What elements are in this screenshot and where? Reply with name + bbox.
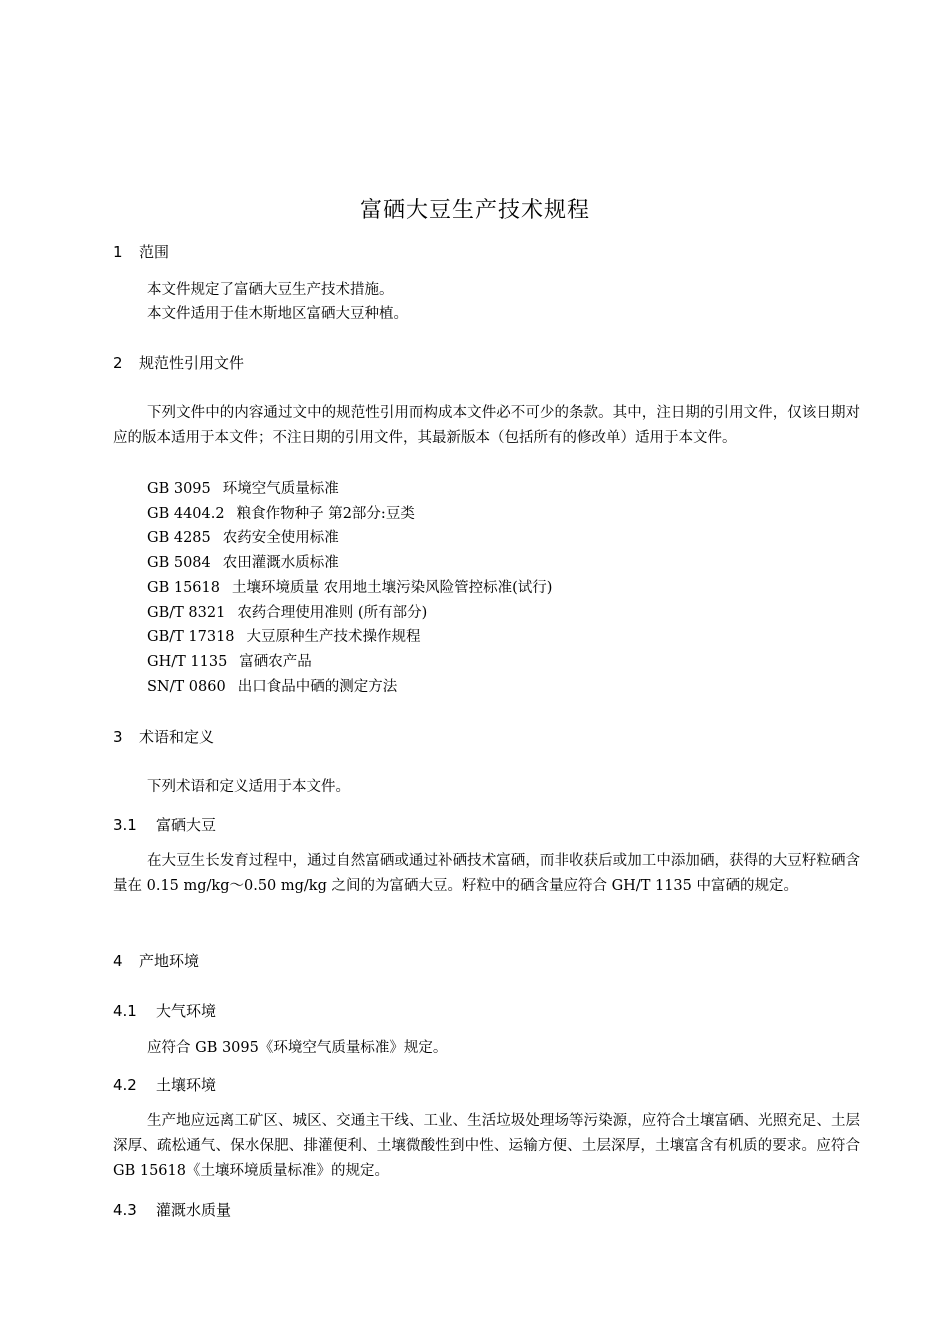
reference-name: 出口食品中硒的测定方法	[237, 679, 398, 695]
reference-item	[147, 578, 552, 598]
subsection-title: 大气环境	[156, 1002, 217, 1020]
reference-name: 环境空气质量标准	[222, 481, 339, 497]
reference-code: SN/T 0860	[147, 679, 226, 695]
normative-references-intro: 下列文件中的内容通过文中的规范性引用而构成本文件必不可少的条款。其中，注日期的引用文件，仅该日期对应的版本适用于本文件；不注日期的引用文件，其最新版本（包括所有的修改单）适用于本文件。	[113, 405, 860, 446]
subsection-4-3-heading	[113, 1200, 231, 1220]
reference-name: 粮食作物种子 第2部分:豆类	[236, 506, 415, 522]
terms-intro: 下列术语和定义适用于本文件。	[147, 779, 350, 795]
section-title: 术语和定义	[139, 728, 215, 746]
subsection-number: 3.1	[113, 816, 137, 834]
reference-item	[147, 652, 312, 672]
section-title: 范围	[139, 243, 170, 261]
reference-item	[147, 528, 339, 548]
section-4-heading	[113, 951, 199, 971]
subsection-number: 4.2	[113, 1076, 137, 1094]
reference-name: 大豆原种生产技术操作规程	[246, 629, 421, 645]
reference-code: GH/T 1135	[147, 654, 228, 670]
reference-code: GB/T 17318	[147, 629, 235, 645]
reference-name: 农药安全使用标准	[222, 530, 339, 546]
air-environment-text: 应符合 GB 3095《环境空气质量标准》规定。	[147, 1040, 448, 1056]
reference-name: 土壤环境质量 农用地土壤污染风险管控标准(试行)	[231, 580, 553, 596]
reference-item	[147, 603, 427, 623]
reference-item	[147, 627, 421, 647]
section-2-heading	[113, 353, 244, 373]
subsection-title: 灌溉水质量	[156, 1201, 232, 1219]
reference-code: GB/T 8321	[147, 605, 226, 621]
section-number: 2	[113, 354, 123, 372]
section-number: 3	[113, 728, 123, 746]
section-number: 4	[113, 952, 123, 970]
reference-item	[147, 553, 339, 573]
reference-code: GB 4285	[147, 530, 211, 546]
reference-code: GB 4404.2	[147, 506, 225, 522]
reference-item	[147, 677, 397, 697]
section-1-heading	[113, 242, 169, 262]
soil-environment-text: 生产地应远离工矿区、城区、交通主干线、工业、生活垃圾处理场等污染源，应符合土壤富硒、光照充足、土层深厚、疏松通气、保水保肥、排灌便利、土壤微酸性到中性、运输方便、土层深厚，土壤富含有机质的要求。应符合 GB 15618《土壤环境质量标准》的规定。	[113, 1113, 860, 1179]
term-definition: 在大豆生长发育过程中，通过自然富硒或通过补硒技术富硒，而非收获后或加工中添加硒，获得的大豆籽粒硒含量在 0.15 mg/kg～0.50 mg/kg 之间的为富硒大豆。籽粒中的硒含量应符合 GH/T 1135 中富硒的规定。	[113, 853, 860, 894]
scope-line-1: 本文件规定了富硒大豆生产技术措施。	[147, 282, 394, 298]
subsection-title: 土壤环境	[156, 1076, 217, 1094]
reference-item	[147, 479, 339, 499]
subsection-4-2-heading	[113, 1075, 216, 1095]
subsection-number: 4.1	[113, 1002, 137, 1020]
section-number: 1	[113, 243, 123, 261]
section-title: 产地环境	[139, 952, 200, 970]
subsection-3-1-heading	[113, 815, 216, 835]
document-title: 富硒大豆生产技术规程	[359, 198, 590, 223]
reference-name: 农田灌溉水质标准	[222, 555, 339, 571]
reference-code: GB 3095	[147, 481, 211, 497]
subsection-title: 富硒大豆	[156, 816, 217, 834]
subsection-number: 4.3	[113, 1201, 137, 1219]
section-3-heading	[113, 727, 214, 747]
reference-name: 农药合理使用准则 (所有部分)	[237, 605, 428, 621]
reference-name: 富硒农产品	[239, 654, 312, 670]
reference-code: GB 5084	[147, 555, 211, 571]
reference-code: GB 15618	[147, 580, 220, 596]
reference-item	[147, 504, 415, 524]
section-title: 规范性引用文件	[139, 354, 245, 372]
scope-line-2: 本文件适用于佳木斯地区富硒大豆种植。	[147, 306, 408, 322]
subsection-4-1-heading	[113, 1001, 216, 1021]
